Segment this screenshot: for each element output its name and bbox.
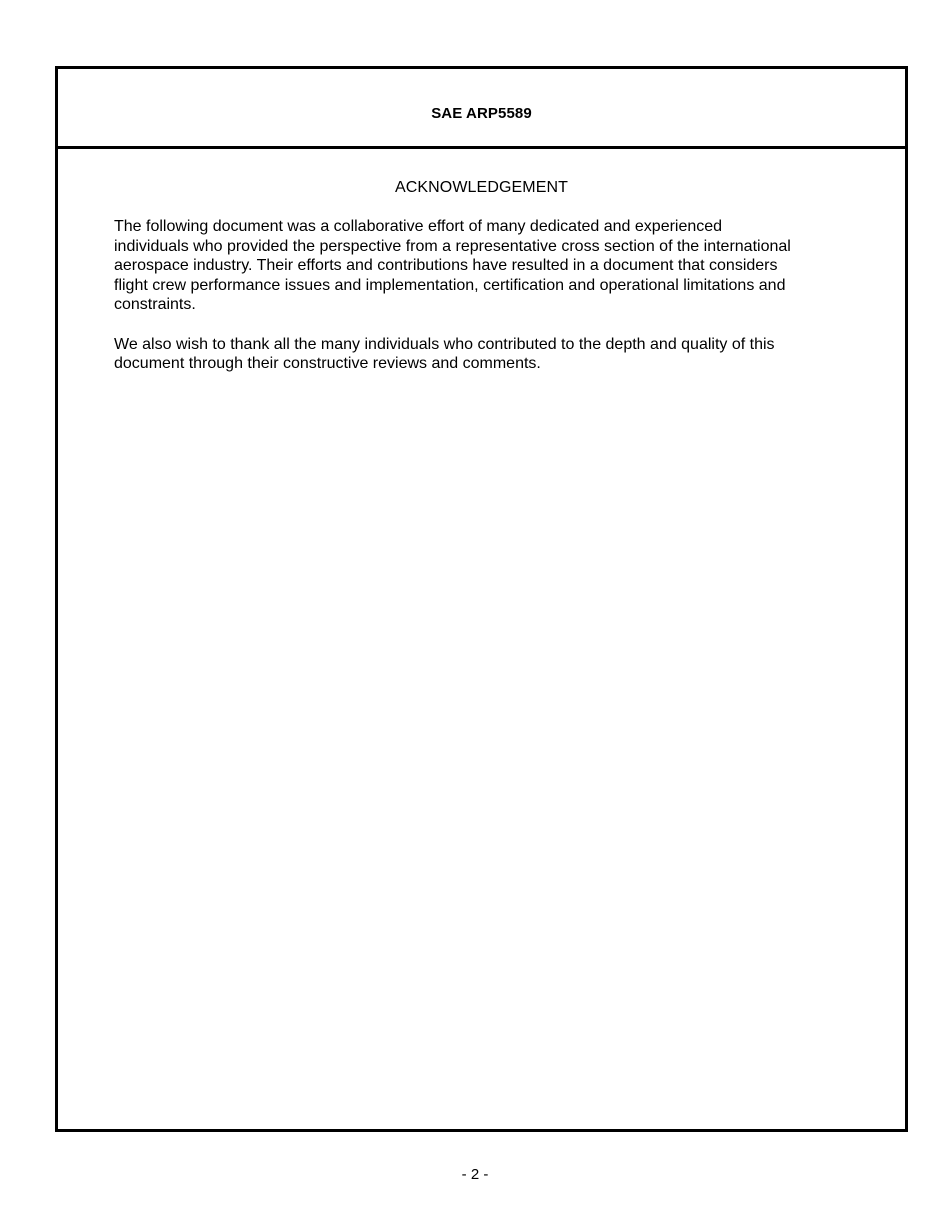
acknowledgement-paragraph-1: The following document was a collaborative effort of many dedicated and experienced individuals who provided the perspective from a representative cross section of the international aerospace industry. Their efforts and contributions have resulted in a document that considers flight crew performance issues and implementation, certification and operational limitations and constraints. <box>114 218 791 314</box>
section-title: ACKNOWLEDGEMENT <box>394 179 569 196</box>
page-frame <box>55 66 908 1132</box>
document-id: SAE ARP5589 <box>431 105 532 122</box>
acknowledgement-paragraph-2: We also wish to thank all the many individuals who contributed to the depth and quality of this document through their constructive reviews and comments. <box>114 335 775 373</box>
page-number: - 2 - <box>461 1166 489 1183</box>
page-content <box>58 179 905 374</box>
page-header <box>58 69 905 149</box>
